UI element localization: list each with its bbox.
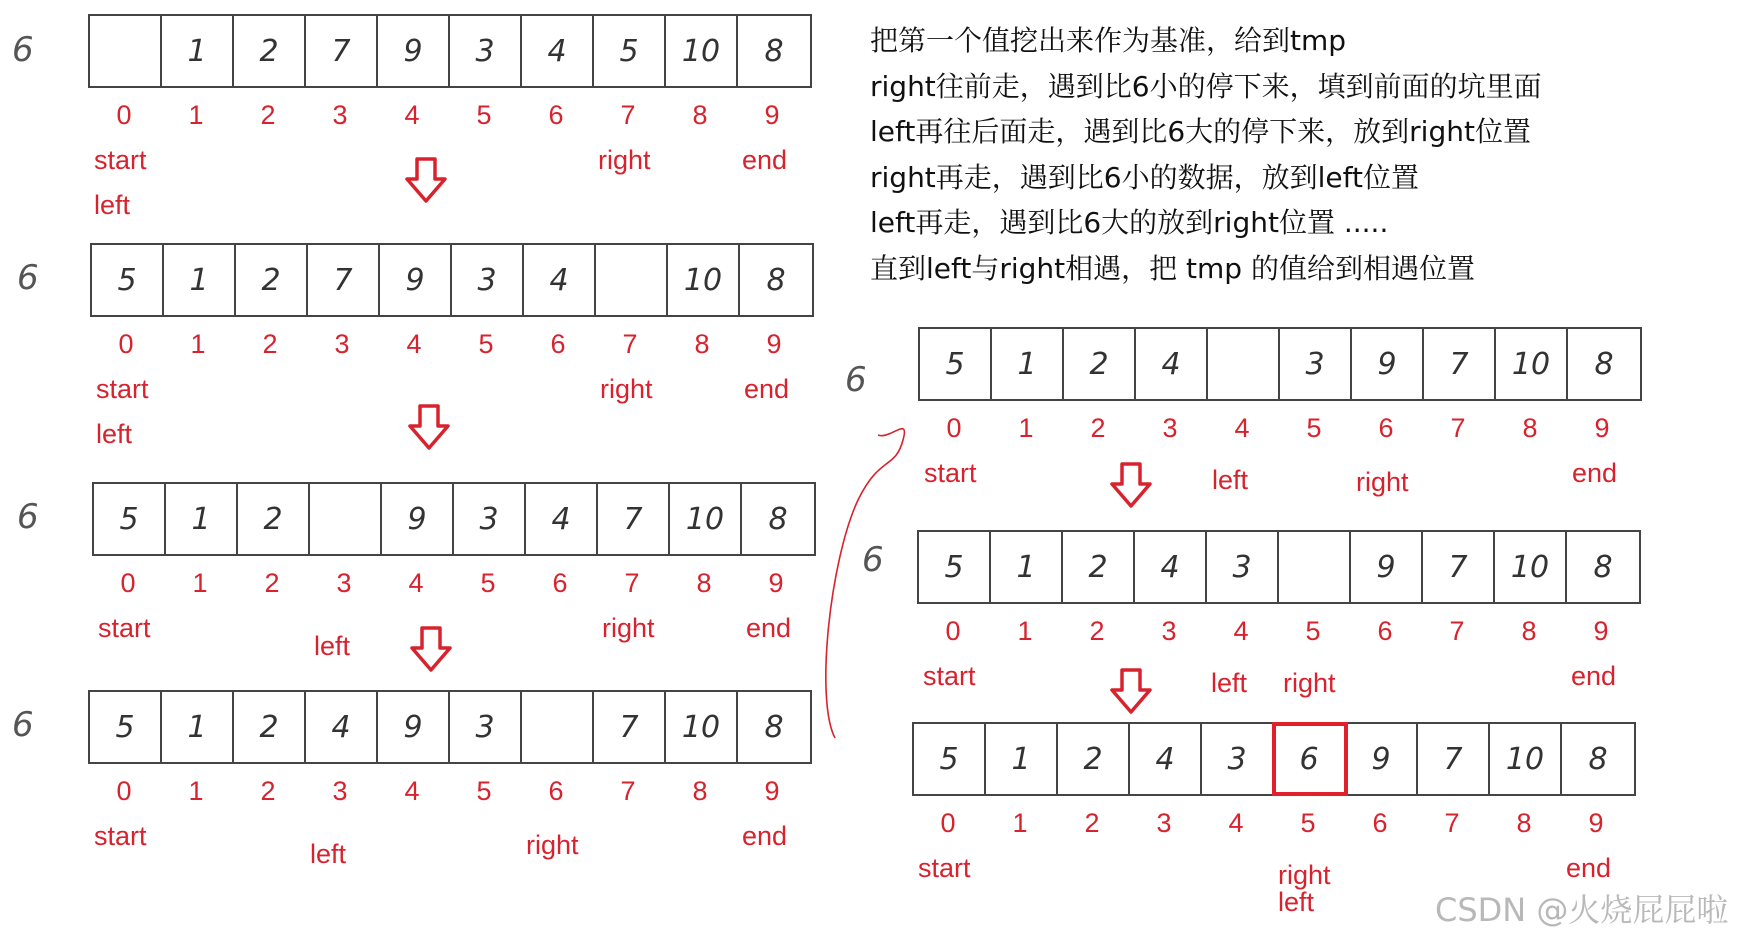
index-label: 4 xyxy=(1228,808,1244,838)
pointer-right: right xyxy=(1278,859,1331,890)
array-cell: 3 xyxy=(450,16,522,86)
index-label: 5 xyxy=(480,568,496,598)
array-cell: 8 xyxy=(1594,346,1614,382)
pointer-start: start xyxy=(918,853,971,883)
note-line: 把第一个值挖出来作为基准，给到tmp xyxy=(870,24,1347,57)
array-cell: 9 xyxy=(1346,724,1418,794)
array-cell: 10 xyxy=(670,484,742,554)
array-cell: 1 xyxy=(162,16,234,86)
array-cell: 2 xyxy=(1063,532,1135,602)
index-label: 4 xyxy=(404,776,420,806)
note-line: left再走，遇到比6大的放到right位置 ..... xyxy=(870,206,1389,239)
index-label: 0 xyxy=(116,776,132,806)
pointer-start: start xyxy=(98,613,151,643)
index-label: 5 xyxy=(1306,413,1322,443)
array-cell: 2 xyxy=(238,484,310,554)
array-cell: 2 xyxy=(1058,724,1130,794)
pointer-right: right xyxy=(526,830,579,860)
index-label: 0 xyxy=(120,568,136,598)
index-label: 1 xyxy=(192,568,208,598)
index-label: 3 xyxy=(1161,616,1177,646)
index-label: 1 xyxy=(1018,413,1034,443)
array-cell: 9 xyxy=(382,484,454,554)
pointer-right: right xyxy=(1283,667,1336,698)
array-cell: 3 xyxy=(1202,724,1274,794)
index-label: 1 xyxy=(1017,616,1033,646)
index-label: 3 xyxy=(1162,413,1178,443)
index-label: 9 xyxy=(1588,808,1604,838)
array-cell: 8 xyxy=(768,501,788,537)
array-cell: 8 xyxy=(764,709,784,745)
index-label: 5 xyxy=(1305,616,1321,646)
index-label: 7 xyxy=(1449,616,1465,646)
pivot-value: 6 xyxy=(12,30,34,70)
array-cell: 1 xyxy=(986,724,1058,794)
pointer-start: start xyxy=(96,374,149,404)
pointer-left: left xyxy=(1212,464,1249,495)
index-label: 1 xyxy=(190,329,206,359)
index-label: 8 xyxy=(1521,616,1537,646)
note-line: 直到left与right相遇，把 tmp 的值给到相遇位置 xyxy=(870,251,1475,285)
index-label: 5 xyxy=(478,329,494,359)
array-cell: 5 xyxy=(92,245,164,315)
array-cell: 8 xyxy=(1588,741,1608,777)
pointer-left: left xyxy=(310,839,347,869)
array-cell: 7 xyxy=(308,245,380,315)
pivot-value: 6 xyxy=(17,497,39,537)
index-label: 6 xyxy=(548,776,564,806)
array-cell: 4 xyxy=(1130,724,1202,794)
note-line: right往前走，遇到比6小的停下来，填到前面的坑里面 xyxy=(870,69,1542,103)
array-cell: 7 xyxy=(1418,724,1490,794)
array-cell: 7 xyxy=(306,16,378,86)
pointer-end: end xyxy=(746,613,792,643)
pointer-start: start xyxy=(924,458,977,488)
array-cell: 8 xyxy=(766,262,786,298)
pointer-left: left xyxy=(94,190,131,220)
index-label: 1 xyxy=(188,100,204,130)
index-label: 2 xyxy=(1084,808,1100,838)
index-label: 9 xyxy=(766,329,782,359)
array-cell: 7 xyxy=(594,692,666,762)
pointer-right: right xyxy=(598,145,651,175)
index-label: 2 xyxy=(264,568,280,598)
array-cell: 9 xyxy=(1352,329,1424,399)
array-cell: 3 xyxy=(454,484,526,554)
pivot-value: 6 xyxy=(17,258,39,298)
index-label: 6 xyxy=(1378,413,1394,443)
array-cell: 10 xyxy=(666,16,738,86)
pointer-end: end xyxy=(742,821,788,851)
array-cell: 4 xyxy=(306,692,378,762)
pointer-end: end xyxy=(1571,661,1617,691)
pointer-left: left xyxy=(1211,667,1248,698)
array-cell: 7 xyxy=(1424,329,1496,399)
index-label: 3 xyxy=(332,100,348,130)
array-cell: 9 xyxy=(378,16,450,86)
index-label: 2 xyxy=(260,100,276,130)
index-label: 9 xyxy=(1594,413,1610,443)
array-cell: 8 xyxy=(764,33,784,69)
index-label: 8 xyxy=(696,568,712,598)
pivot-value: 6 xyxy=(12,705,34,745)
index-label: 0 xyxy=(940,808,956,838)
index-label: 0 xyxy=(118,329,134,359)
index-label: 7 xyxy=(1450,413,1466,443)
index-label: 7 xyxy=(620,100,636,130)
pointer-start: start xyxy=(94,145,147,175)
pointer-right: right xyxy=(1356,467,1409,497)
array-cell: 3 xyxy=(450,692,522,762)
index-label: 2 xyxy=(260,776,276,806)
index-label: 0 xyxy=(945,616,961,646)
index-label: 3 xyxy=(1156,808,1172,838)
array-cell: 4 xyxy=(526,484,598,554)
pointer-right: right xyxy=(600,374,653,404)
array-cell: 5 xyxy=(594,16,666,86)
array-cell: 4 xyxy=(1135,532,1207,602)
index-label: 0 xyxy=(946,413,962,443)
index-label: 7 xyxy=(620,776,636,806)
array-cell: 8 xyxy=(1593,549,1613,585)
index-label: 7 xyxy=(624,568,640,598)
index-label: 2 xyxy=(1089,616,1105,646)
array-cell: 9 xyxy=(1351,532,1423,602)
index-label: 8 xyxy=(692,776,708,806)
array-cell: 3 xyxy=(1207,532,1279,602)
array-cell: 2 xyxy=(236,245,308,315)
index-label: 8 xyxy=(1522,413,1538,443)
array-cell: 10 xyxy=(1496,329,1568,399)
index-label: 4 xyxy=(404,100,420,130)
pivot-value: 6 xyxy=(862,540,884,580)
array-cell: 2 xyxy=(234,692,306,762)
array-cell: 1 xyxy=(166,484,238,554)
index-label: 5 xyxy=(476,100,492,130)
note-line: left再往后面走，遇到比6大的停下来，放到right位置 xyxy=(870,115,1531,148)
pointer-end: end xyxy=(742,145,788,175)
index-label: 3 xyxy=(332,776,348,806)
index-label: 7 xyxy=(622,329,638,359)
index-label: 6 xyxy=(550,329,566,359)
array-cell: 10 xyxy=(1490,724,1562,794)
index-label: 0 xyxy=(116,100,132,130)
array-cell: 4 xyxy=(522,16,594,86)
index-label: 1 xyxy=(188,776,204,806)
array-cell: 9 xyxy=(378,692,450,762)
pointer-left: left xyxy=(1278,886,1315,917)
index-label: 2 xyxy=(1090,413,1106,443)
pointer-right: right xyxy=(602,613,655,643)
index-label: 6 xyxy=(1372,808,1388,838)
array-cell: 1 xyxy=(162,692,234,762)
index-label: 9 xyxy=(1593,616,1609,646)
watermark: CSDN @火烧屁屁啦 xyxy=(1435,891,1729,929)
index-label: 4 xyxy=(1233,616,1249,646)
array-cell: 9 xyxy=(380,245,452,315)
array-cell: 7 xyxy=(1423,532,1495,602)
array-cell: 10 xyxy=(666,692,738,762)
index-label: 8 xyxy=(694,329,710,359)
pointer-end: end xyxy=(744,374,790,404)
index-label: 4 xyxy=(406,329,422,359)
array-cell-highlighted: 6 xyxy=(1274,724,1346,794)
array-cell: 5 xyxy=(90,692,162,762)
index-label: 6 xyxy=(552,568,568,598)
index-label: 5 xyxy=(476,776,492,806)
note-line: right再走，遇到比6小的数据，放到left位置 xyxy=(870,160,1419,194)
index-label: 7 xyxy=(1444,808,1460,838)
index-label: 4 xyxy=(408,568,424,598)
index-label: 3 xyxy=(336,568,352,598)
index-label: 2 xyxy=(262,329,278,359)
array-cell: 5 xyxy=(94,484,166,554)
array-cell: 1 xyxy=(992,329,1064,399)
index-label: 3 xyxy=(334,329,350,359)
index-label: 9 xyxy=(764,776,780,806)
pointer-end: end xyxy=(1572,458,1618,488)
pointer-left: left xyxy=(314,631,351,661)
index-label: 5 xyxy=(1300,808,1316,838)
array-cell: 3 xyxy=(1280,329,1352,399)
pointer-start: start xyxy=(94,821,147,851)
array-cell: 2 xyxy=(234,16,306,86)
index-label: 6 xyxy=(548,100,564,130)
index-label: 4 xyxy=(1234,413,1250,443)
array-cell: 1 xyxy=(164,245,236,315)
array-cell: 4 xyxy=(1136,329,1208,399)
pointer-start: start xyxy=(923,661,976,691)
index-label: 1 xyxy=(1012,808,1028,838)
pointer-end: end xyxy=(1566,853,1612,883)
array-cell: 10 xyxy=(1495,532,1567,602)
index-label: 9 xyxy=(764,100,780,130)
index-label: 8 xyxy=(1516,808,1532,838)
array-cell: 10 xyxy=(668,245,740,315)
pivot-value: 6 xyxy=(845,360,867,400)
pointer-left: left xyxy=(96,419,133,449)
array-cell: 5 xyxy=(919,532,991,602)
array-cell: 7 xyxy=(598,484,670,554)
index-label: 9 xyxy=(768,568,784,598)
index-label: 6 xyxy=(1377,616,1393,646)
array-cell: 2 xyxy=(1064,329,1136,399)
array-cell: 4 xyxy=(524,245,596,315)
array-cell: 3 xyxy=(452,245,524,315)
array-cell: 1 xyxy=(991,532,1063,602)
array-cell: 5 xyxy=(914,724,986,794)
array-cell: 5 xyxy=(920,329,992,399)
index-label: 8 xyxy=(692,100,708,130)
